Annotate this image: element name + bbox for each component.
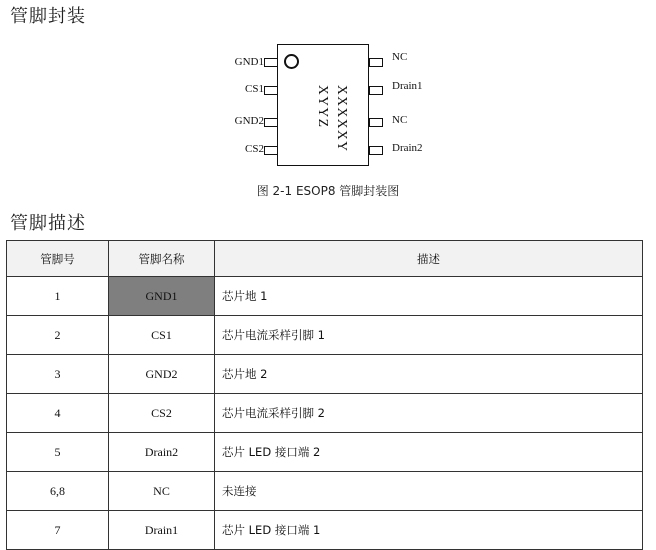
pin-lead-left-2 [264, 86, 278, 95]
cell-description: 芯片地 2 [215, 355, 643, 394]
cell-pin-number: 3 [7, 355, 109, 394]
table-row [7, 394, 643, 433]
cell-description: 芯片 LED 接口端 2 [215, 433, 643, 472]
cell-pin-number: 2 [7, 316, 109, 355]
pin-description-table [6, 240, 643, 550]
pin-lead-left-3 [264, 118, 278, 127]
section-heading-package: 管脚封装 [10, 6, 86, 27]
table-row [7, 472, 643, 511]
cell-description: 芯片地 1 [215, 277, 643, 316]
pin-label-left-1: GND1 [234, 56, 264, 68]
pin-label-right-1: NC [392, 51, 408, 63]
table-row [7, 355, 643, 394]
pin-label-right-2: Drain1 [392, 80, 423, 92]
cell-pin-number: 6,8 [7, 472, 109, 511]
header-description: 描述 [215, 241, 643, 277]
cell-pin-name: CS1 [109, 316, 215, 355]
cell-pin-number: 7 [7, 511, 109, 550]
chip-marking-line1: XXXXXY [335, 85, 350, 153]
table-row [7, 511, 643, 550]
chip-body [277, 44, 369, 166]
pin-label-left-2: CS1 [245, 83, 264, 95]
cell-pin-name: Drain2 [109, 433, 215, 472]
cell-description: 芯片电流采样引脚 1 [215, 316, 643, 355]
pin-label-right-4: Drain2 [392, 142, 423, 154]
pin1-marker-dot [284, 54, 299, 69]
pin-lead-right-3 [369, 118, 383, 127]
pin-lead-left-1 [264, 58, 278, 67]
pin-lead-right-4 [369, 146, 383, 155]
cell-pin-number: 1 [7, 277, 109, 316]
cell-pin-number: 4 [7, 394, 109, 433]
cell-description: 芯片 LED 接口端 1 [215, 511, 643, 550]
chip-marking-line2: XYYZ [316, 85, 331, 129]
table-header-row [7, 241, 643, 277]
cell-pin-name: CS2 [109, 394, 215, 433]
table-row [7, 433, 643, 472]
header-pin-name: 管脚名称 [109, 241, 215, 277]
cell-pin-number: 5 [7, 433, 109, 472]
esop8-package-diagram [220, 42, 440, 172]
table-row [7, 316, 643, 355]
pin-label-left-4: CS2 [245, 143, 264, 155]
cell-pin-name: Drain1 [109, 511, 215, 550]
cell-pin-name-selected: GND1 [109, 277, 215, 316]
pin-label-left-3: GND2 [234, 115, 264, 127]
header-pin-number: 管脚号 [7, 241, 109, 277]
pin-lead-left-4 [264, 146, 278, 155]
pin-lead-right-1 [369, 58, 383, 67]
pin-label-right-3: NC [392, 114, 408, 126]
cell-description: 未连接 [215, 472, 643, 511]
figure-caption: 图 2-1 ESOP8 管脚封装图 [256, 184, 400, 198]
cell-pin-name: NC [109, 472, 215, 511]
table-row [7, 277, 643, 316]
section-heading-description: 管脚描述 [10, 213, 86, 234]
pin-lead-right-2 [369, 86, 383, 95]
cell-pin-name: GND2 [109, 355, 215, 394]
cell-description: 芯片电流采样引脚 2 [215, 394, 643, 433]
